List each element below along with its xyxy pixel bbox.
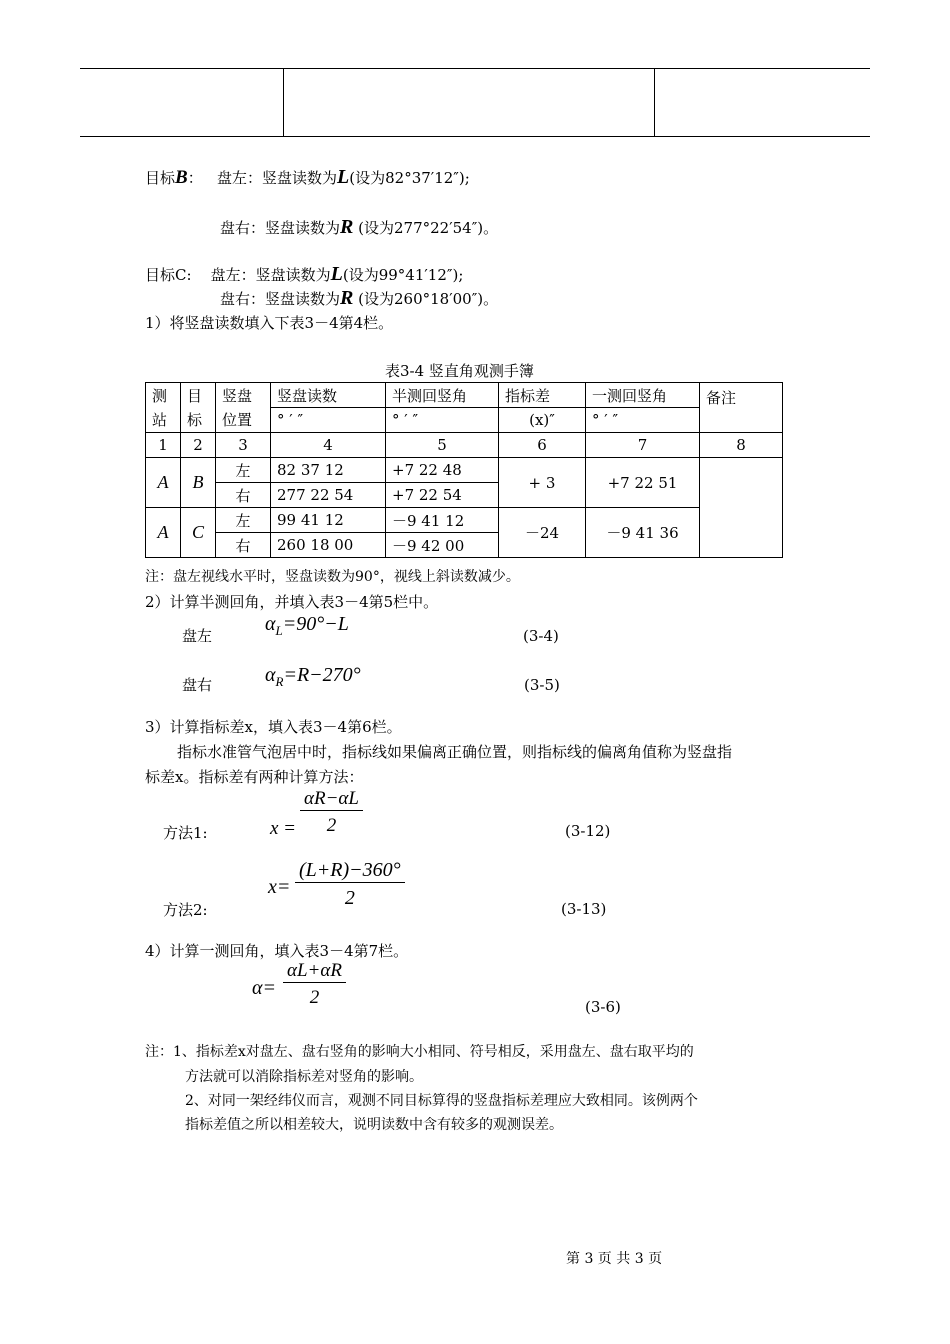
- table-caption: 表3-4 竖直角观测手簿: [385, 362, 534, 380]
- step-2: 2）计算半测回角，并填入表3－4第5栏中。: [145, 593, 439, 611]
- formula-left: $\alpha_L=90^\circ-L$: [265, 613, 349, 638]
- note-2-line-2: 指标差值之所以相差较大，说明读数中含有较多的观测误差。: [185, 1117, 563, 1133]
- method-1-fraction: $\frac{\alpha R-\alpha L}{2}$: [300, 788, 363, 837]
- eq-3-12: (3-12): [565, 822, 611, 840]
- formula-right: $\alpha_R=R-270^\circ$: [265, 664, 361, 689]
- table-note: 注：盘左视线水平时，竖盘读数为90°，视线上斜读数减少。: [145, 569, 520, 585]
- page-header: [80, 68, 870, 137]
- eq-3-4: (3-4): [523, 627, 559, 645]
- method-1-lhs: x =: [270, 818, 297, 839]
- header-station: 测 站: [146, 383, 181, 433]
- remark-cell: [700, 458, 783, 558]
- target-b-left-line: 目标B： 盘左：竖盘读数为L(设为82°37′12″);: [145, 166, 470, 188]
- eq-3-6: (3-6): [585, 998, 621, 1016]
- header-index-error: 指标差: [499, 383, 586, 408]
- table-row: 右 260 18 00 －9 42 00: [146, 533, 783, 558]
- header-position: 竖盘 位置: [216, 383, 271, 433]
- unit-reading: ° ′ ″: [271, 408, 386, 433]
- step-4: 4）计算一测回角，填入表3－4第7栏。: [145, 942, 409, 960]
- header-remark: 备注: [700, 383, 783, 433]
- header-target: 目 标: [181, 383, 216, 433]
- right-label: 盘右: [182, 676, 213, 694]
- page-footer: 第 3 页 共 3 页: [566, 1251, 663, 1267]
- paragraph-line-2: 标差x。指标差有两种计算方法：: [145, 768, 364, 786]
- method-2-lhs: x=: [268, 876, 291, 898]
- formula-alpha-lhs: α=: [252, 977, 276, 999]
- eq-3-5: (3-5): [524, 676, 560, 694]
- note-1-line-2: 方法就可以消除指标差对竖角的影响。: [185, 1069, 423, 1085]
- header-full-angle: 一测回竖角: [586, 383, 700, 408]
- eq-3-13: (3-13): [561, 900, 607, 918]
- header-page-cell: [655, 69, 870, 136]
- header-meta-cell: [80, 69, 284, 136]
- paragraph-line-1: 指标水准管气泡居中时，指标线如果偏离正确位置，则指标线的偏离角值称为竖盘指: [177, 743, 733, 761]
- note-1-line-1: 注：1、指标差x对盘左、盘右竖角的影响大小相同、符号相反，采用盘左、盘右取平均的: [145, 1044, 694, 1060]
- header-reading: 竖盘读数: [271, 383, 386, 408]
- method-1-label: 方法1:: [163, 824, 208, 842]
- column-number-row: 1 2 3 4 5 6 7 8: [146, 433, 783, 458]
- step-1: 1）将竖盘读数填入下表3－4第4栏。: [145, 314, 394, 332]
- table-row: 右 277 22 54 +7 22 54: [146, 483, 783, 508]
- header-motto-cell: [284, 69, 655, 136]
- target-b-letter: B: [175, 167, 188, 188]
- unit-half: ° ′ ″: [386, 408, 499, 433]
- note-2-line-1: 2、对同一架经纬仪而言，观测不同目标算得的竖盘指标差理应大致相同。该例两个: [185, 1093, 698, 1109]
- target-b-right-line: 盘右：竖盘读数为R (设为277°22′54″)。: [220, 216, 499, 238]
- target-c-left-line: 目标C: 盘左：竖盘读数为L(设为99°41′12″);: [145, 263, 464, 285]
- table-row: A C 左 99 41 12 －9 41 12 －24 －9 41 36: [146, 508, 783, 533]
- left-label: 盘左: [182, 627, 213, 645]
- method-2-label: 方法2:: [163, 901, 208, 919]
- method-2-fraction: $\frac{(L+R)-360^\circ}{2}$: [295, 859, 405, 910]
- header-half-angle: 半测回竖角: [386, 383, 499, 408]
- step-3: 3）计算指标差x，填入表3－4第6栏。: [145, 718, 402, 736]
- table-row: A B 左 82 37 12 +7 22 48 + 3 +7 22 51: [146, 458, 783, 483]
- formula-alpha-fraction: $\frac{\alpha L+\alpha R}{2}$: [283, 960, 346, 1009]
- unit-index: (x)″: [499, 408, 586, 433]
- unit-full: ° ′ ″: [586, 408, 700, 433]
- target-c-right-line: 盘右：竖盘读数为R (设为260°18′00″)。: [220, 287, 499, 309]
- observation-table: [145, 382, 783, 558]
